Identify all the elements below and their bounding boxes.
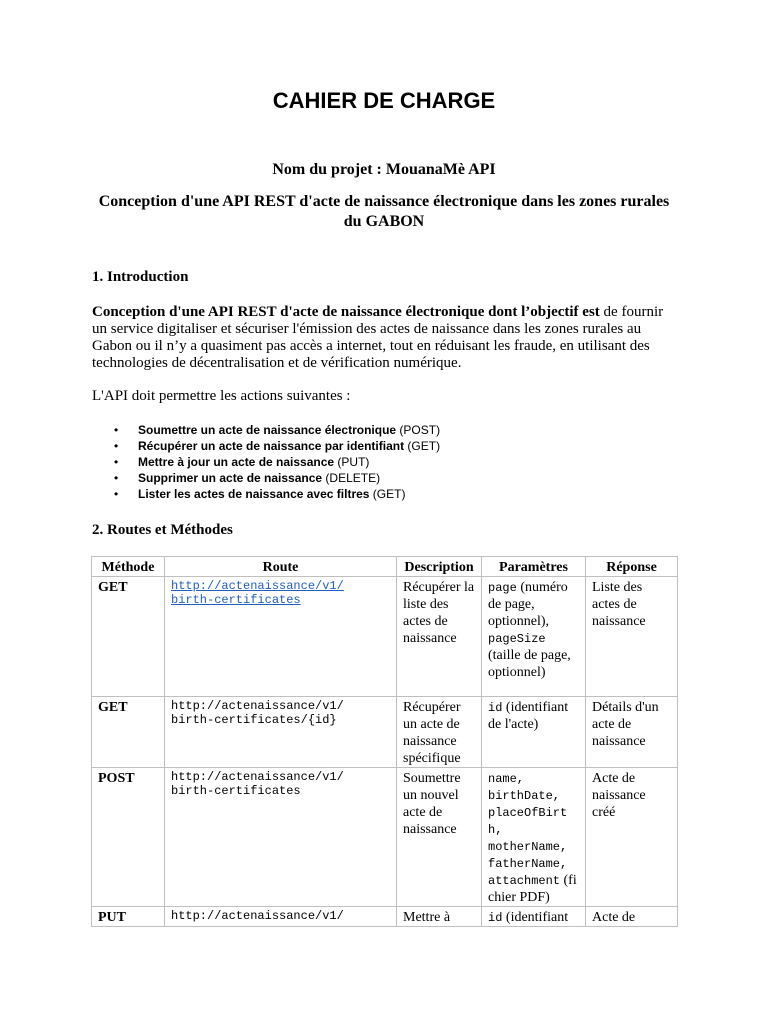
- action-label: Lister les actes de naissance avec filtres: [138, 487, 370, 501]
- param-text: (identifiant: [502, 910, 569, 925]
- list-item: [92, 422, 440, 438]
- list-item: [92, 470, 440, 486]
- param-code: page: [488, 581, 517, 595]
- param-text: (fichier PDF): [488, 873, 577, 905]
- actions-intro: L'API doit permettre les actions suivantes :: [92, 388, 351, 404]
- cell-params: [482, 697, 586, 768]
- project-name: Nom du projet : MouanaMè API: [272, 161, 496, 178]
- cell-description: Mettre à: [397, 907, 482, 927]
- cell-description: Récupérer un acte de naissance spécifique: [397, 697, 482, 768]
- cell-method: PUT: [92, 907, 165, 927]
- cell-params: [482, 768, 586, 907]
- list-item: [92, 438, 440, 454]
- param-code: name,: [488, 772, 525, 786]
- bullet-icon: •: [114, 471, 119, 485]
- cell-params: [482, 907, 586, 927]
- bullet-icon: •: [114, 423, 119, 437]
- param-code: attachment: [488, 874, 561, 888]
- bullet-icon: •: [114, 455, 119, 469]
- routes-table: [91, 556, 678, 927]
- route-line: http://actenaissance/v1/: [171, 770, 344, 784]
- table-row: [92, 577, 678, 697]
- list-item: [92, 486, 440, 502]
- bullet-icon: •: [114, 487, 119, 501]
- cell-method: GET: [92, 697, 165, 768]
- cell-description: Récupérer la liste des actes de naissance: [397, 577, 482, 697]
- cell-response: Liste des actes de naissance: [586, 577, 678, 697]
- document-title: CAHIER DE CHARGE: [272, 88, 496, 113]
- cell-method: POST: [92, 768, 165, 907]
- action-method: (POST): [396, 423, 441, 437]
- section-heading-routes: 2. Routes et Méthodes: [92, 522, 233, 538]
- param-text: (identifiant de l'acte): [488, 700, 569, 732]
- cell-method: GET: [92, 577, 165, 697]
- route-line: birth-certificates/{id}: [171, 713, 337, 727]
- route-line: birth-certificates: [171, 784, 301, 798]
- cell-route: [165, 768, 397, 907]
- param-text: (numéro de page, optionnel),: [488, 580, 568, 629]
- intro-paragraph-bold: Conception d'une API REST d'acte de naissance électronique dont l’objectif est: [92, 304, 600, 320]
- action-label: Soumettre un acte de naissance électronique: [138, 423, 397, 437]
- param-code: pageSize: [488, 632, 546, 646]
- param-code: id: [488, 911, 503, 925]
- cell-response: Détails d'un acte de naissance: [586, 697, 678, 768]
- list-item: [92, 454, 440, 470]
- action-method: (PUT): [334, 455, 370, 469]
- header-description: Description: [397, 557, 482, 577]
- header-response: Réponse: [586, 557, 678, 577]
- route-line[interactable]: http://actenaissance/v1/: [171, 579, 344, 593]
- intro-paragraph: [92, 304, 672, 372]
- action-label: Récupérer un acte de naissance par identifiant: [138, 439, 405, 453]
- cell-params: [482, 577, 586, 697]
- route-line[interactable]: birth-certificates: [171, 593, 301, 607]
- action-label: Supprimer un acte de naissance: [138, 471, 323, 485]
- header-method: Méthode: [92, 557, 165, 577]
- section-heading-introduction: 1. Introduction: [92, 269, 189, 285]
- route-line: http://actenaissance/v1/: [171, 699, 344, 713]
- action-method: (GET): [369, 487, 406, 501]
- param-code: motherName,: [488, 840, 568, 854]
- table-row: [92, 907, 678, 927]
- cell-response: Acte de naissance créé: [586, 768, 678, 907]
- table-header-row: [92, 557, 678, 577]
- cell-route: [165, 697, 397, 768]
- table-row: [92, 697, 678, 768]
- param-code: placeOfBirth,: [488, 806, 568, 837]
- intro-paragraph-text: de fournir un service digitaliser et sécuriser l'émission des actes de naissance dans les zones rurales au Gabon ou il n’y a quasiment pas accès a internet, tout en réduisant les fraude, en utilisant des technologies de décentralisation et de vérification numérique.: [92, 304, 664, 371]
- header-parameters: Paramètres: [482, 557, 586, 577]
- bullet-icon: •: [114, 439, 119, 453]
- param-code: id: [488, 701, 503, 715]
- param-text: (taille de page, optionnel): [488, 648, 571, 680]
- header-route: Route: [165, 557, 397, 577]
- cell-route: [165, 907, 397, 927]
- action-method: (GET): [404, 439, 441, 453]
- action-label: Mettre à jour un acte de naissance: [138, 455, 335, 469]
- table-row: [92, 768, 678, 907]
- cell-response: Acte de: [586, 907, 678, 927]
- param-code: birthDate,: [488, 789, 561, 803]
- cell-route: [165, 577, 397, 697]
- action-method: (DELETE): [322, 471, 381, 485]
- cell-description: Soumettre un nouvel acte de naissance: [397, 768, 482, 907]
- route-line: http://actenaissance/v1/: [171, 909, 344, 923]
- param-code: fatherName,: [488, 857, 568, 871]
- document-subtitle: Conception d'une API REST d'acte de naissance électronique dans les zones rurales du GABON: [98, 193, 670, 230]
- actions-list: [92, 422, 440, 502]
- route-link[interactable]: [171, 579, 344, 607]
